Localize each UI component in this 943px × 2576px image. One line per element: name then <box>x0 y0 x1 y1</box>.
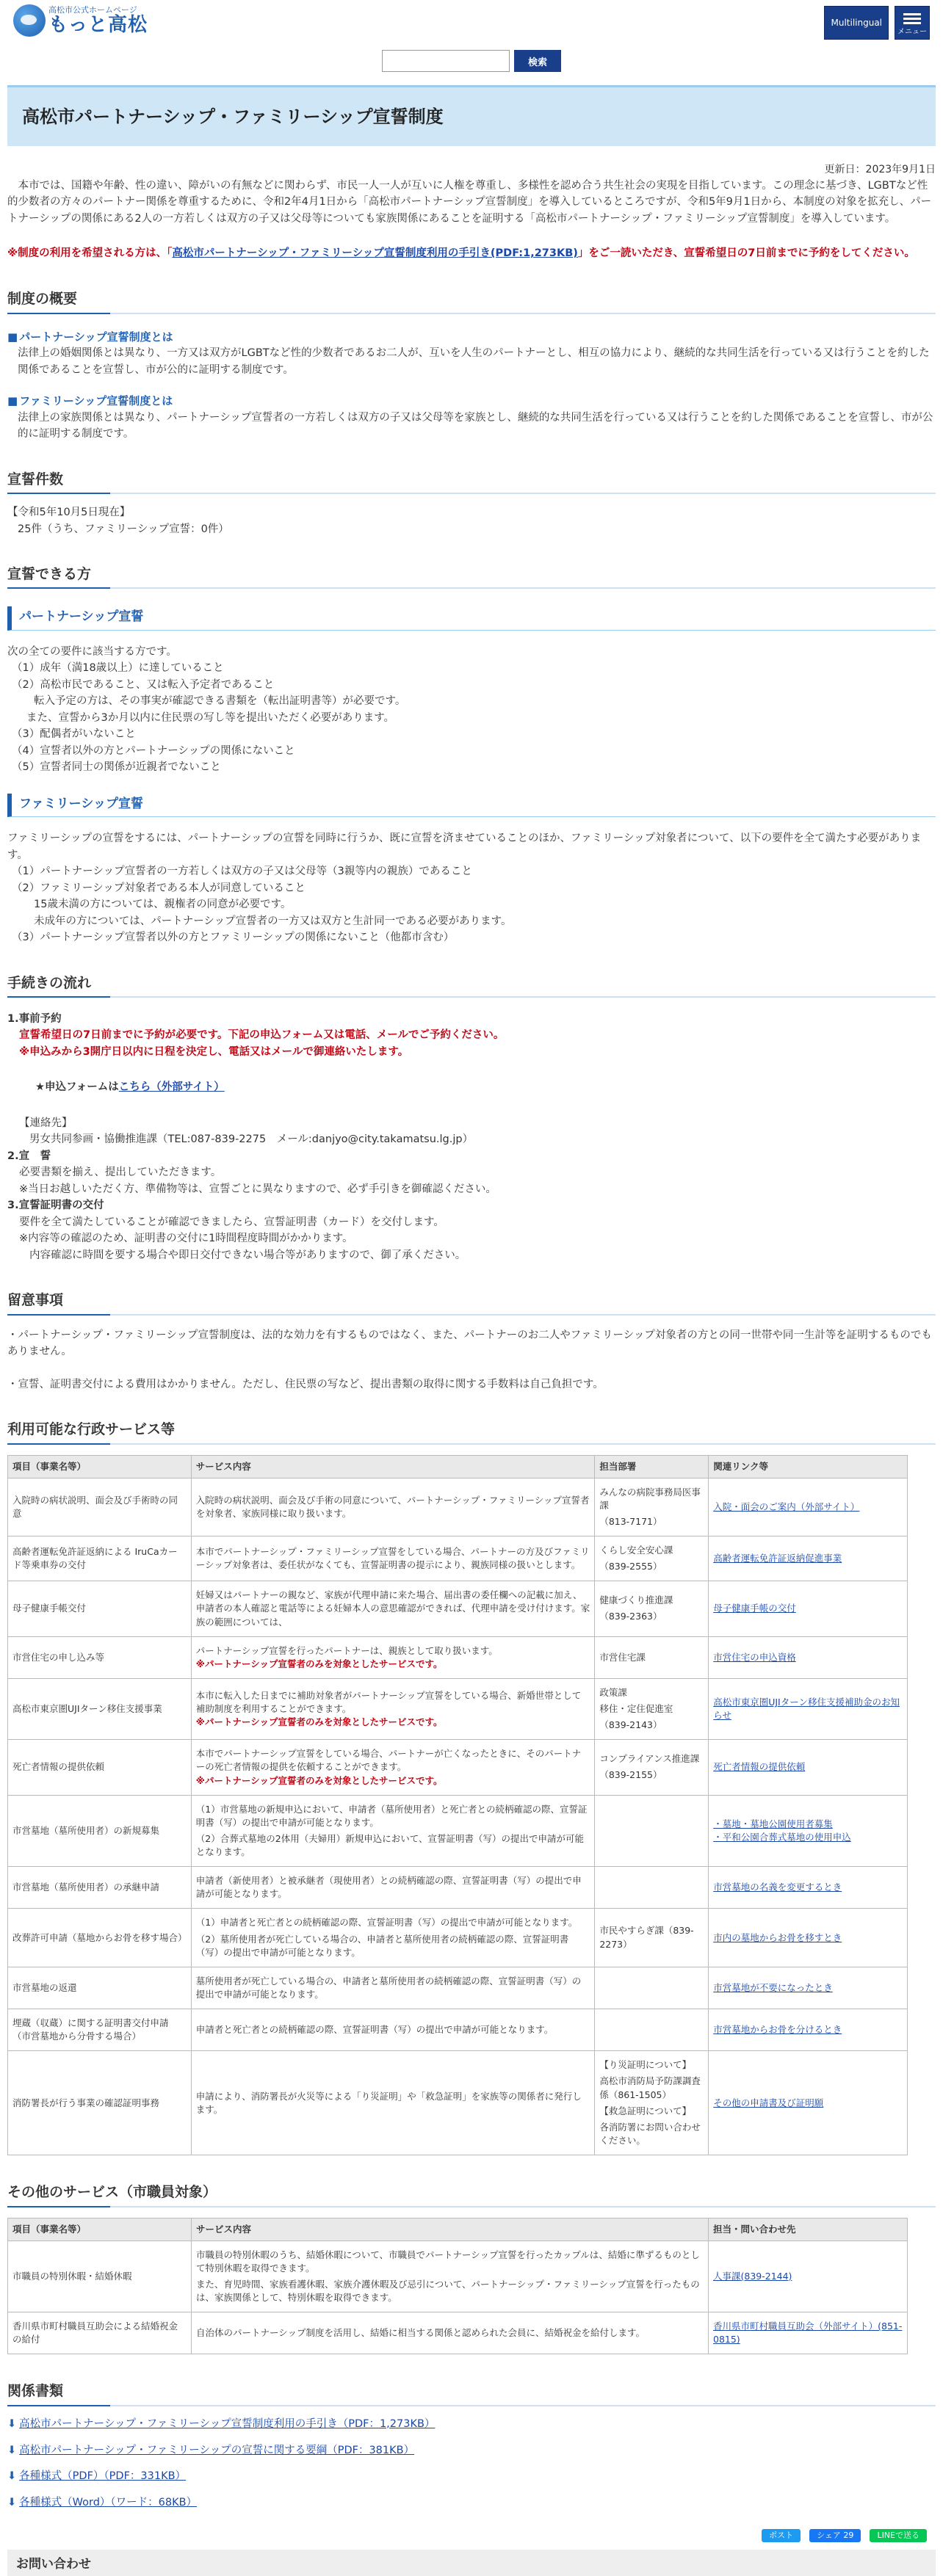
doc-link[interactable]: 各種様式（PDF）（PDF：331KB） <box>19 2470 187 2483</box>
menu-label: メニュー <box>897 28 927 36</box>
other-col-item: 項目（事業名等） <box>8 2218 192 2241</box>
service-dept <box>595 1536 709 1581</box>
partnership-eligible-heading: パートナーシップ宣誓 <box>7 606 936 631</box>
service-link-line <box>713 1881 903 1894</box>
other-item: 市職員の特別休暇・結婚休暇 <box>8 2241 192 2312</box>
service-dept-line: くらし安全安心課 <box>599 1545 673 1556</box>
table-row <box>8 2241 908 2312</box>
download-icon: ⬇ <box>7 2417 17 2430</box>
notice-post: 」をご一読いただき、宣誓希望日の7日前までに予約をしてください。 <box>577 247 915 260</box>
service-link-line <box>713 1931 903 1945</box>
service-dept-line: 高松市消防局予防課調査係（861-1505） <box>599 2075 701 2100</box>
service-link[interactable]: 母子健康手帳の交付 <box>713 1603 796 1614</box>
line-share-button[interactable]: LINEで送る <box>870 2529 927 2542</box>
partnership-req-2-note2: また、宣誓から3か月以内に住民票の写し等を提出いただく必要があります。 <box>26 711 395 724</box>
site-logo[interactable] <box>13 4 148 37</box>
service-link-line <box>713 2097 903 2110</box>
partnership-req-4: （4）宣誓者以外の方とパートナーシップの関係にないこと <box>12 744 295 757</box>
service-link-cell <box>709 1536 908 1581</box>
twitter-share-button[interactable]: ポスト <box>762 2529 801 2542</box>
usage-notice <box>7 246 936 262</box>
service-dept <box>595 1967 709 2009</box>
other-col-content: サービス内容 <box>192 2218 709 2241</box>
service-dept <box>595 1909 709 1967</box>
other-heading: その他のサービス（市職員対象） <box>7 2182 936 2207</box>
service-dept-line: コンプライアンス推進課 <box>599 1753 700 1765</box>
services-heading: 利用可能な行政サービス等 <box>7 1419 936 1445</box>
service-link-cell <box>709 1909 908 1967</box>
service-link[interactable]: 市営墓地からお骨を分けるとき <box>713 2024 842 2036</box>
service-dept <box>595 1867 709 1909</box>
doc-link[interactable]: 高松市パートナーシップ・ファミリーシップ宣誓制度利用の手引き（PDF：1,273KB） <box>19 2417 436 2430</box>
table-row <box>8 1909 908 1967</box>
service-content <box>191 2009 595 2051</box>
service-link[interactable]: ・平和公園合葬式墓地の使用申込 <box>713 1831 851 1843</box>
note-2: ・宣誓、証明書交付による費用はかかりません。ただし、住民票の写など、提出書類の取得に関する手数料は自己負担です。 <box>7 1378 604 1390</box>
apply-form-link[interactable]: こちら（外部サイト） <box>118 1081 225 1094</box>
service-dept-line: みんなの病院事務局医事課 <box>599 1486 701 1511</box>
service-item: 改葬許可申請（墓地からお骨を移す場合） <box>8 1909 192 1967</box>
table-row <box>8 2312 908 2354</box>
service-link-line <box>713 1818 903 1831</box>
service-dept-line: 健康づくり推進課 <box>599 1594 673 1606</box>
other-content <box>192 2241 709 2312</box>
service-item: 市営墓地（墓所使用者）の承継申請 <box>8 1867 192 1909</box>
service-content <box>191 1795 595 1867</box>
service-content-line: 墓所使用者が死亡している場合の、申請者と墓所使用者の続柄確認の際、宣誓証明書（写）の提出で申請が可能となります。 <box>195 1975 582 2000</box>
service-item: 死亡者情報の提供依頼 <box>8 1740 192 1795</box>
apply-form-line <box>7 1079 936 1095</box>
contact-label: 【連絡先】 <box>19 1117 73 1129</box>
service-link[interactable]: 高齢者運転免許証返納促進事業 <box>713 1553 842 1564</box>
service-item: 母子健康手帳交付 <box>8 1581 192 1636</box>
partnership-req-2-note1: 転入予定の方は、その事実が確認できる書類を（転出証明書等）が必要です。 <box>34 695 406 708</box>
step3-title: 3.宣誓証明書の交付 <box>7 1200 104 1212</box>
service-dept-line: 各消防署にお問い合わせください。 <box>599 2121 701 2146</box>
service-dept <box>595 1795 709 1867</box>
table-row <box>8 1636 908 1678</box>
step3-line2: ※内容等の確認のため、証明書の交付に1時間程度時間がかかります。 <box>19 1233 353 1245</box>
service-dept-line: 市民やすらぎ課（839-2273） <box>599 1925 694 1950</box>
service-link-line <box>713 1831 903 1844</box>
table-row <box>8 2009 908 2051</box>
service-content-line: 本市でパートナーシップ・ファミリーシップ宣誓をしている場合、パートナーの方及びファミリーシップ対象者は、委任状がなくても、宣誓証明書の提示により、親族同様の扱いとします。 <box>195 1546 590 1571</box>
service-link[interactable]: 市営住宅の申込資格 <box>713 1651 796 1663</box>
service-content-line: （1）申請者と死亡者との続柄確認の際、宣誓証明書（写）の提出で申請が可能となります。 <box>195 1917 578 1929</box>
other-contact-link[interactable]: 人事課(839-2144) <box>713 2270 792 2282</box>
partnership-def-text: 法律上の婚姻関係とは異なり、一方又は双方がLGBTなど性的少数者であるお二人が、互いを人生のパートナーとし、相互の協力により、継続的な共同生活を行っている又は行うことを約した関係であることを宣誓し、市が公的に証明する制度です。 <box>18 347 930 376</box>
other-item: 香川県市町村職員互助会による結婚祝金の給付 <box>8 2312 192 2354</box>
service-content <box>191 1909 595 1967</box>
service-link-cell <box>709 1678 908 1739</box>
note-1: ・パートナーシップ・ファミリーシップ宣誓制度は、法的な効力を有するものではなく、また、パートナーのお二人やファミリーシップ対象者の方との同一世帯や同一生計等を証明するものでもありません。 <box>7 1329 932 1358</box>
service-link[interactable]: ・墓地・墓地公園使用者募集 <box>713 1818 833 1829</box>
other-col-contact: 担当・問い合わせ先 <box>709 2218 908 2241</box>
partnership-req-3: （3）配偶者がいないこと <box>12 728 136 741</box>
service-dept <box>595 1478 709 1536</box>
menu-button[interactable] <box>895 6 930 40</box>
step2-title: 2.宣 誓 <box>7 1150 51 1162</box>
download-icon: ⬇ <box>7 2497 17 2509</box>
service-link-cell <box>709 1740 908 1795</box>
other-contact-cell <box>709 2241 908 2312</box>
logo-mark-icon <box>13 4 46 37</box>
service-dept <box>595 1636 709 1678</box>
service-link-cell <box>709 1636 908 1678</box>
eligible-heading: 宣誓できる方 <box>7 564 936 589</box>
service-note: ※パートナーシップ宣誓者のみを対象としたサービスです。 <box>195 1774 443 1786</box>
col-item: 項目（事業名等） <box>8 1455 192 1478</box>
other-content-line: また、育児時間、家族看護休暇、家族介護休暇及び忌引について、パートナーシップ・ファミリーシップ宣誓を行ったものは、家族関係として、特別休暇を取得できます。 <box>196 2278 700 2303</box>
service-content <box>191 1581 595 1636</box>
other-header-row <box>8 2218 908 2241</box>
service-link[interactable]: その他の申請書及び証明願 <box>713 2097 824 2108</box>
service-dept-line: （813-7171） <box>599 1515 662 1527</box>
doc-item <box>7 2443 936 2459</box>
service-dept-line: 【り災証明について】 <box>599 2059 692 2071</box>
docs-list <box>7 2417 936 2511</box>
table-row <box>8 1795 908 1867</box>
familyship-req-2: （2）ファミリーシップ対象者である本人が同意していること <box>12 882 306 894</box>
search-button[interactable]: 検索 <box>514 50 561 72</box>
service-dept <box>595 2051 709 2155</box>
updated-date: 更新日：2023年9月1日 <box>824 164 936 175</box>
service-link-line <box>713 1552 903 1565</box>
service-link-line <box>713 1602 903 1615</box>
service-link[interactable]: 市営墓地の名義を変更するとき <box>713 1882 842 1893</box>
service-dept <box>595 1678 709 1739</box>
familyship-def-text: 法律上の家族関係とは異なり、パートナーシップ宣誓者の一方若しくは双方の子又は父母等を家族とし、継続的な共同生活を行っている又は行うことを約した関係であることを宣誓し、市が公的に証明する制度です。 <box>18 411 933 440</box>
service-content-line: 申請者と死亡者との続柄確認の際、宣誓証明書（写）の提出で申請が可能となります。 <box>195 2024 554 2036</box>
service-link[interactable]: 市内の墓地からお骨を移すとき <box>713 1931 842 1943</box>
service-link-line <box>713 1696 903 1722</box>
service-note: ※パートナーシップ宣誓者のみを対象としたサービスです。 <box>195 1716 443 1728</box>
familyship-req-2-note1: 15歳未満の方については、親権者の同意が必要です。 <box>34 899 292 911</box>
contact-heading: お問い合わせ <box>7 2550 936 2576</box>
table-row <box>8 2051 908 2155</box>
partnership-lead: 次の全ての要件に該当する方です。 <box>7 645 177 658</box>
guide-pdf-link[interactable]: 高松市パートナーシップ・ファミリーシップ宣誓制度利用の手引き(PDF:1,273KB) <box>172 247 578 260</box>
familyship-eligible-heading: ファミリーシップ宣誓 <box>7 794 936 818</box>
service-content <box>191 1740 595 1795</box>
service-link-line <box>713 1501 903 1514</box>
download-icon: ⬇ <box>7 2470 17 2483</box>
service-content <box>191 1867 595 1909</box>
service-item: 市営墓地（墓所使用者）の新規募集 <box>8 1795 192 1867</box>
service-note: ※パートナーシップ宣誓者のみを対象としたサービスです。 <box>195 1658 443 1669</box>
service-content-line: パートナーシップ宣誓を行ったパートナーは、親族として取り扱います。 <box>195 1644 498 1656</box>
page-title: 高松市パートナーシップ・ファミリーシップ宣誓制度 <box>7 85 936 146</box>
doc-link[interactable]: 各種様式（Word）（ワード：68KB） <box>19 2497 198 2509</box>
other-contact-link[interactable]: 香川県市町村職員互助会（外部サイト）(851-0815) <box>713 2321 903 2345</box>
doc-item <box>7 2469 936 2485</box>
download-icon: ⬇ <box>7 2444 17 2456</box>
search-input[interactable] <box>382 50 510 72</box>
search-bar <box>7 50 936 72</box>
familyship-lead: ファミリーシップの宣誓をするには、パートナーシップの宣誓を同時に行うか、既に宣誓を済ませていることのほか、ファミリーシップ対象者について、以下の要件を全て満たす必要があります。 <box>7 832 922 861</box>
familyship-req-1: （1）パートナーシップ宣誓者の一方若しくは双方の子又は父母等（3親等内の親族）であること <box>12 866 472 878</box>
service-content <box>191 1967 595 2009</box>
service-link-cell <box>709 1581 908 1636</box>
service-link-cell <box>709 1478 908 1536</box>
count-heading: 宣誓件数 <box>7 469 936 495</box>
notice-pre: ※制度の利用を希望される方は、「 <box>7 247 173 260</box>
service-link-cell <box>709 1967 908 2009</box>
service-content-line: （2）墓所使用者が死亡している場合の、申請者と墓所使用者の続柄確認の際、宣誓証明書（写）の提出で申請が可能となります。 <box>195 1933 569 1958</box>
logo-big-text: もっと高松 <box>48 13 148 36</box>
service-dept-line: （839-2155） <box>599 1769 662 1781</box>
doc-item <box>7 2495 936 2511</box>
intro-text: 本市では、国籍や年齢、性の違い、障がいの有無などに関わらず、市民一人一人が互いに人権を尊重し、多様性を認め合う共生社会の実現を目指しています。この理念に基づき、LGBTなど性的少数者の方々のパートナー関係を尊重するために、令和2年4月1日から「高松市パートナーシップ宣誓制度」を導入しているところですが、令和5年9月1日から、本制度の対象を拡充し、パートナーシップの関係にある2人の一方若しくは双方の子又は父母等についても家族関係にあることを証明する「高松市パートナーシップ・ファミリーシップ宣誓制度」を導入しています。 <box>7 180 932 225</box>
service-content-line: （2）合葬式墓地の2体用（夫婦用）新規申込において、宣誓証明書（写）の提出で申請が可能となります。 <box>195 1832 584 1857</box>
contact-info: 男女共同参画・協働推進課（TEL:087-839-2275 メール:danjyo@city.takamatsu.lg.jp） <box>29 1133 474 1146</box>
site-header <box>7 0 936 44</box>
notes-heading: 留意事項 <box>7 1290 936 1316</box>
table-row <box>8 1581 908 1636</box>
service-content-line: 本市に転入した日までに補助対象者がパートナーシップ宣誓をしている場合、新婚世帯として補助制度を利用することができます。 <box>195 1689 582 1714</box>
service-dept-line: （839-2555） <box>599 1561 662 1572</box>
other-table <box>7 2218 908 2355</box>
table-row <box>8 1740 908 1795</box>
service-dept <box>595 2009 709 2051</box>
partnership-req-1: （1）成年（満18歳以上）に達していること <box>12 662 224 675</box>
table-row <box>8 1478 908 1536</box>
other-content <box>192 2312 709 2354</box>
service-link[interactable]: 高松市東京圏UJIターン移住支援補助金のお知らせ <box>713 1696 900 1721</box>
service-item: 消防署長が行う事業の確認証明事務 <box>8 2051 192 2155</box>
service-link-line <box>713 2023 903 2036</box>
service-dept <box>595 1740 709 1795</box>
service-dept <box>595 1581 709 1636</box>
service-dept-line: （839-2363） <box>599 1611 662 1622</box>
step3-line1: 要件を全て満たしていることが確認できましたら、宣誓証明書（カード）を交付します。 <box>19 1216 444 1228</box>
service-item: 高松市東京圏UJIターン移住支援事業 <box>8 1678 192 1739</box>
step3-line3: 内容確認に時間を要する場合や即日交付できない場合等がありますので、御了承ください。 <box>29 1249 466 1261</box>
service-link-line <box>713 1981 903 1995</box>
service-dept-line: 市営住宅課 <box>599 1651 646 1663</box>
other-contact-cell <box>709 2312 908 2354</box>
services-table <box>7 1455 908 2156</box>
overview-heading: 制度の概要 <box>7 289 936 314</box>
service-link-line <box>713 1651 903 1664</box>
share-buttons <box>7 2529 936 2542</box>
service-item: 市営墓地の返還 <box>8 1967 192 2009</box>
service-link[interactable]: 入院・面会のご案内（外部サイト） <box>713 1501 860 1512</box>
service-item: 埋蔵（収蔵）に関する証明書交付申請（市営墓地から分骨する場合） <box>8 2009 192 2051</box>
service-link-cell <box>709 2009 908 2051</box>
count-date: 【令和5年10月5日現在】 <box>7 507 131 519</box>
service-link[interactable]: 市営墓地が不要になったとき <box>713 1981 833 1993</box>
service-content-line: （1）市営墓地の新規申込において、申請者（墓所使用者）と死亡者との続柄確認の際、宣誓証明書（写）の提出で申請が可能となります。 <box>195 1803 588 1828</box>
service-content <box>191 1536 595 1581</box>
logo-small-text: 高松市公式ホームページ <box>48 4 137 15</box>
step2-line2: ※当日お越しいただく方、準備物等は、宣誓ごとに異なりますので、必ず手引きを御確認ください。 <box>19 1183 496 1195</box>
doc-link[interactable]: 高松市パートナーシップ・ファミリーシップの宣誓に関する要綱（PDF：381KB） <box>19 2444 415 2456</box>
table-row <box>8 1967 908 2009</box>
partnership-req-2: （2）高松市民であること、又は転入予定者であること <box>12 678 275 691</box>
service-link-cell <box>709 1867 908 1909</box>
service-dept-line: 移住・定住促進室 <box>599 1703 673 1714</box>
service-content <box>191 1478 595 1536</box>
service-content-line: 本市でパートナーシップ宣誓をしている場合、パートナーが亡くなったときに、そのパートナーの死亡者情報の提供を依頼することができます。 <box>195 1748 582 1773</box>
service-link-cell <box>709 2051 908 2155</box>
service-content-line: 入院時の病状説明、面会及び手術の同意について、パートナーシップ・ファミリーシップ宣誓者を対象者、家族同様に取り扱います。 <box>195 1494 590 1519</box>
flow-heading: 手続きの流れ <box>7 973 936 998</box>
table-row <box>8 1678 908 1739</box>
familyship-req-3: （3）パートナーシップ宣誓者以外の方とファミリーシップの関係にないこと（他都市含む） <box>12 932 455 944</box>
partnership-def-title: ■ パートナーシップ宣誓制度とは <box>7 329 936 346</box>
partnership-req-5: （5）宣誓者同士の関係が近親者でないこと <box>12 761 221 774</box>
step1-red2: ※申込みから3開庁日以内に日程を決定し、電話又はメールで御連絡いたします。 <box>19 1045 409 1058</box>
familyship-req-2-note2: 未成年の方については、パートナーシップ宣誓者の一方又は双方と生計同一である必要があります。 <box>34 915 512 927</box>
service-link-line <box>713 1760 903 1774</box>
col-content: サービス内容 <box>191 1455 595 1478</box>
count-value: 25件（うち、ファミリーシップ宣誓：0件） <box>18 523 229 535</box>
other-content-line: 市職員の特別休暇のうち、結婚休暇について、市職員でパートナーシップ宣誓を行ったカップルは、結婚に準ずるものとして特別休暇を取得できます。 <box>196 2249 700 2274</box>
service-item: 入院時の病状説明、面会及び手術時の同意 <box>8 1478 192 1536</box>
facebook-share-button[interactable]: シェア 29 <box>809 2529 861 2542</box>
service-content <box>191 1636 595 1678</box>
service-dept-line: （839-2143） <box>599 1719 662 1731</box>
service-content <box>191 1678 595 1739</box>
col-link: 関連リンク等 <box>709 1455 908 1478</box>
table-row <box>8 1867 908 1909</box>
apply-form-label: ★申込フォームは <box>35 1081 119 1094</box>
multilingual-button[interactable]: Multilingual <box>824 6 889 40</box>
service-content-line: 申請者（新使用者）と被承継者（現使用者）との続柄確認の際、宣誓証明書（写）の提出で申請が可能となります。 <box>195 1875 582 1900</box>
service-dept-line: 政策課 <box>599 1686 627 1698</box>
service-link-cell <box>709 1795 908 1867</box>
services-header-row <box>8 1455 908 1478</box>
service-content-line: 申請により、消防署長が火災等による「り災証明」や「救急証明」を家族等の関係者に発行します。 <box>195 2090 582 2115</box>
service-content-line: 妊婦又はパートナーの親など、家族が代理申請に来た場合、届出書の委任欄への記載に加え、申請者の本人確認と電話等による妊婦本人の意思確認ができれば、代理申請を受け付けます。家族の範囲については、 <box>195 1589 590 1628</box>
col-dept: 担当部署 <box>595 1455 709 1478</box>
service-content <box>191 2051 595 2155</box>
familyship-def-title: ■ ファミリーシップ宣誓制度とは <box>7 393 936 410</box>
step1-title: 1.事前予約 <box>7 1013 62 1025</box>
service-link[interactable]: 死亡者情報の提供依頼 <box>713 1761 806 1773</box>
service-dept-line: 【救急証明について】 <box>599 2105 692 2116</box>
other-content-line: 自治体のパートナーシップ制度を活用し、結婚に相当する関係と認められた会員に、結婚祝金を給付します。 <box>196 2327 646 2339</box>
doc-item <box>7 2417 936 2433</box>
docs-heading: 関係書類 <box>7 2381 936 2406</box>
hamburger-icon <box>895 13 929 24</box>
step1-red1: 宣誓希望日の7日前までに予約が必要です。下記の申込フォーム又は電話、メールでご予約ください。 <box>19 1029 505 1042</box>
table-row <box>8 1536 908 1581</box>
service-item: 市営住宅の申し込み等 <box>8 1636 192 1678</box>
step2-line1: 必要書類を揃え、提出していただきます。 <box>19 1167 222 1179</box>
service-item: 高齢者運転免許証返納による IruCaカード等乗車券の交付 <box>8 1536 192 1581</box>
